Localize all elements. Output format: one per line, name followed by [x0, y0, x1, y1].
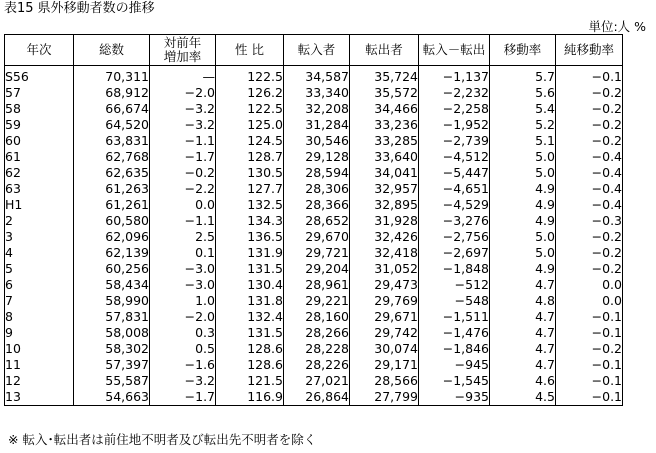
cell-net-migration-rate: −0.2 [556, 261, 623, 277]
cell-migration-rate: 5.2 [490, 117, 556, 133]
cell-growth-rate: −1.6 [150, 357, 216, 373]
cell-year: 61 [5, 149, 74, 165]
cell-in-migrants: 29,670 [284, 229, 350, 245]
cell-migration-rate: 5.6 [490, 85, 556, 101]
table-row [5, 245, 623, 261]
cell-migration-rate: 4.7 [490, 277, 556, 293]
cell-net-migration: −2,258 [419, 101, 490, 117]
cell-net-migration-rate: −0.2 [556, 117, 623, 133]
cell-out-migrants: 27,799 [350, 389, 419, 406]
cell-growth-rate: −1.1 [150, 133, 216, 149]
cell-total: 66,674 [74, 101, 150, 117]
cell-migration-rate: 5.4 [490, 101, 556, 117]
cell-total: 58,008 [74, 325, 150, 341]
table-body [5, 66, 623, 406]
cell-growth-rate: −3.2 [150, 101, 216, 117]
cell-sex-ratio: 136.5 [216, 229, 284, 245]
cell-out-migrants: 35,724 [350, 66, 419, 86]
cell-sex-ratio: 128.7 [216, 149, 284, 165]
cell-growth-rate: −2.0 [150, 85, 216, 101]
cell-growth-rate: −0.2 [150, 165, 216, 181]
cell-net-migration-rate: −0.3 [556, 213, 623, 229]
cell-net-migration: −5,447 [419, 165, 490, 181]
cell-net-migration: −1,846 [419, 341, 490, 357]
cell-sex-ratio: 128.6 [216, 341, 284, 357]
cell-migration-rate: 4.7 [490, 325, 556, 341]
cell-net-migration: −1,137 [419, 66, 490, 86]
cell-in-migrants: 29,128 [284, 149, 350, 165]
cell-in-migrants: 28,652 [284, 213, 350, 229]
cell-sex-ratio: 122.5 [216, 101, 284, 117]
cell-net-migration-rate: −0.1 [556, 66, 623, 86]
cell-in-migrants: 28,366 [284, 197, 350, 213]
cell-out-migrants: 32,895 [350, 197, 419, 213]
cell-net-migration: −1,476 [419, 325, 490, 341]
cell-total: 68,912 [74, 85, 150, 101]
cell-net-migration-rate: −0.2 [556, 229, 623, 245]
cell-out-migrants: 29,769 [350, 293, 419, 309]
cell-year: 9 [5, 325, 74, 341]
cell-sex-ratio: 131.9 [216, 245, 284, 261]
cell-net-migration: −3,276 [419, 213, 490, 229]
cell-net-migration: −1,848 [419, 261, 490, 277]
unit-label: 単位:人 % [588, 19, 646, 34]
cell-in-migrants: 33,340 [284, 85, 350, 101]
table-row [5, 101, 623, 117]
cell-net-migration-rate: −0.4 [556, 181, 623, 197]
cell-in-migrants: 28,594 [284, 165, 350, 181]
cell-year: 12 [5, 373, 74, 389]
header-total: 総数 [74, 35, 150, 66]
cell-total: 64,520 [74, 117, 150, 133]
cell-total: 70,311 [74, 66, 150, 86]
cell-year: 10 [5, 341, 74, 357]
cell-out-migrants: 31,052 [350, 261, 419, 277]
cell-out-migrants: 33,236 [350, 117, 419, 133]
cell-growth-rate: −3.0 [150, 261, 216, 277]
cell-out-migrants: 30,074 [350, 341, 419, 357]
cell-net-migration: −2,697 [419, 245, 490, 261]
cell-migration-rate: 4.9 [490, 261, 556, 277]
header-out-migrants: 転出者 [350, 35, 419, 66]
table-row [5, 117, 623, 133]
cell-year: 7 [5, 293, 74, 309]
cell-net-migration-rate: 0.0 [556, 277, 623, 293]
table-row [5, 165, 623, 181]
cell-sex-ratio: 127.7 [216, 181, 284, 197]
cell-in-migrants: 32,208 [284, 101, 350, 117]
cell-year: 6 [5, 277, 74, 293]
header-sex-ratio: 性 比 [216, 35, 284, 66]
cell-total: 62,768 [74, 149, 150, 165]
cell-net-migration-rate: −0.2 [556, 101, 623, 117]
cell-out-migrants: 33,285 [350, 133, 419, 149]
cell-year: 63 [5, 181, 74, 197]
cell-total: 57,397 [74, 357, 150, 373]
cell-net-migration-rate: −0.4 [556, 197, 623, 213]
cell-in-migrants: 29,721 [284, 245, 350, 261]
cell-out-migrants: 29,171 [350, 357, 419, 373]
cell-migration-rate: 4.9 [490, 213, 556, 229]
cell-sex-ratio: 131.8 [216, 293, 284, 309]
cell-out-migrants: 35,572 [350, 85, 419, 101]
cell-year: H1 [5, 197, 74, 213]
cell-growth-rate: 0.1 [150, 245, 216, 261]
cell-out-migrants: 28,566 [350, 373, 419, 389]
cell-growth-rate: −3.0 [150, 277, 216, 293]
cell-year: 11 [5, 357, 74, 373]
cell-net-migration-rate: 0.0 [556, 293, 623, 309]
table-row [5, 197, 623, 213]
cell-migration-rate: 4.7 [490, 357, 556, 373]
cell-growth-rate: −3.2 [150, 117, 216, 133]
cell-growth-rate: −1.7 [150, 389, 216, 406]
cell-out-migrants: 29,742 [350, 325, 419, 341]
cell-growth-rate: 1.0 [150, 293, 216, 309]
cell-net-migration: −548 [419, 293, 490, 309]
cell-total: 58,302 [74, 341, 150, 357]
cell-sex-ratio: 130.5 [216, 165, 284, 181]
table-row [5, 181, 623, 197]
header-year: 年次 [5, 35, 74, 66]
cell-sex-ratio: 121.5 [216, 373, 284, 389]
cell-net-migration: −2,232 [419, 85, 490, 101]
cell-out-migrants: 32,418 [350, 245, 419, 261]
cell-sex-ratio: 131.5 [216, 261, 284, 277]
cell-migration-rate: 5.0 [490, 165, 556, 181]
cell-total: 60,580 [74, 213, 150, 229]
cell-in-migrants: 29,204 [284, 261, 350, 277]
table-row [5, 293, 623, 309]
table-row [5, 133, 623, 149]
cell-total: 62,139 [74, 245, 150, 261]
cell-year: 57 [5, 85, 74, 101]
cell-growth-rate: −1.1 [150, 213, 216, 229]
cell-year: S56 [5, 66, 74, 86]
table-row [5, 149, 623, 165]
cell-in-migrants: 28,961 [284, 277, 350, 293]
cell-migration-rate: 4.9 [490, 197, 556, 213]
cell-total: 58,990 [74, 293, 150, 309]
cell-year: 62 [5, 165, 74, 181]
cell-out-migrants: 29,671 [350, 309, 419, 325]
cell-year: 5 [5, 261, 74, 277]
cell-in-migrants: 29,221 [284, 293, 350, 309]
table-row [5, 261, 623, 277]
cell-net-migration: −1,952 [419, 117, 490, 133]
cell-net-migration: −1,511 [419, 309, 490, 325]
cell-net-migration-rate: −0.2 [556, 85, 623, 101]
cell-migration-rate: 4.5 [490, 389, 556, 406]
table-title: 表15 県外移動者数の推移 [4, 1, 155, 16]
cell-out-migrants: 32,426 [350, 229, 419, 245]
cell-net-migration-rate: −0.2 [556, 133, 623, 149]
cell-year: 4 [5, 245, 74, 261]
table-row [5, 341, 623, 357]
cell-growth-rate: −1.7 [150, 149, 216, 165]
header-row [5, 35, 623, 66]
cell-out-migrants: 34,466 [350, 101, 419, 117]
cell-sex-ratio: 128.6 [216, 357, 284, 373]
table-row [5, 309, 623, 325]
footnote: ※ 転入･転出者は前住地不明者及び転出先不明者を除く [8, 432, 317, 447]
cell-in-migrants: 34,587 [284, 66, 350, 86]
cell-net-migration-rate: −0.4 [556, 165, 623, 181]
cell-total: 54,663 [74, 389, 150, 406]
cell-net-migration: −2,756 [419, 229, 490, 245]
cell-sex-ratio: 126.2 [216, 85, 284, 101]
table-row [5, 389, 623, 406]
cell-out-migrants: 31,928 [350, 213, 419, 229]
cell-year: 58 [5, 101, 74, 117]
cell-net-migration-rate: −0.1 [556, 389, 623, 406]
cell-total: 63,831 [74, 133, 150, 149]
cell-in-migrants: 28,306 [284, 181, 350, 197]
cell-year: 8 [5, 309, 74, 325]
cell-net-migration: −4,512 [419, 149, 490, 165]
cell-in-migrants: 28,266 [284, 325, 350, 341]
cell-migration-rate: 4.7 [490, 341, 556, 357]
cell-net-migration: −935 [419, 389, 490, 406]
table-row [5, 66, 623, 86]
cell-migration-rate: 5.1 [490, 133, 556, 149]
header-growth-rate-line1: 対前年 [163, 35, 202, 50]
header-migration-rate: 移動率 [490, 35, 556, 66]
table-row [5, 357, 623, 373]
cell-net-migration: −4,651 [419, 181, 490, 197]
cell-net-migration-rate: −0.1 [556, 357, 623, 373]
cell-total: 62,096 [74, 229, 150, 245]
cell-total: 55,587 [74, 373, 150, 389]
cell-in-migrants: 30,546 [284, 133, 350, 149]
cell-net-migration: −1,545 [419, 373, 490, 389]
cell-sex-ratio: 124.5 [216, 133, 284, 149]
cell-growth-rate: 2.5 [150, 229, 216, 245]
cell-migration-rate: 5.7 [490, 66, 556, 86]
cell-year: 13 [5, 389, 74, 406]
cell-growth-rate: −2.2 [150, 181, 216, 197]
cell-net-migration-rate: −0.4 [556, 149, 623, 165]
cell-growth-rate: 0.0 [150, 197, 216, 213]
cell-net-migration-rate: −0.1 [556, 373, 623, 389]
cell-growth-rate: −2.0 [150, 309, 216, 325]
cell-total: 60,256 [74, 261, 150, 277]
cell-net-migration-rate: −0.2 [556, 245, 623, 261]
cell-sex-ratio: 131.5 [216, 325, 284, 341]
cell-net-migration: −945 [419, 357, 490, 373]
cell-year: 3 [5, 229, 74, 245]
migration-table [4, 34, 623, 406]
cell-total: 61,263 [74, 181, 150, 197]
cell-total: 58,434 [74, 277, 150, 293]
cell-total: 62,635 [74, 165, 150, 181]
cell-net-migration: −4,529 [419, 197, 490, 213]
header-net-migration-rate: 純移動率 [556, 35, 623, 66]
cell-migration-rate: 4.9 [490, 181, 556, 197]
cell-net-migration: −512 [419, 277, 490, 293]
table-row [5, 373, 623, 389]
cell-growth-rate: 0.5 [150, 341, 216, 357]
cell-sex-ratio: 134.3 [216, 213, 284, 229]
cell-out-migrants: 34,041 [350, 165, 419, 181]
header-in-migrants: 転入者 [284, 35, 350, 66]
cell-in-migrants: 27,021 [284, 373, 350, 389]
table-row [5, 213, 623, 229]
cell-growth-rate: −3.2 [150, 373, 216, 389]
table-row [5, 85, 623, 101]
table-row [5, 277, 623, 293]
cell-year: 2 [5, 213, 74, 229]
table-row [5, 325, 623, 341]
table-row [5, 229, 623, 245]
cell-sex-ratio: 130.4 [216, 277, 284, 293]
cell-sex-ratio: 132.4 [216, 309, 284, 325]
cell-sex-ratio: 116.9 [216, 389, 284, 406]
cell-growth-rate: 0.3 [150, 325, 216, 341]
cell-migration-rate: 5.0 [490, 245, 556, 261]
cell-net-migration: −2,739 [419, 133, 490, 149]
cell-migration-rate: 4.8 [490, 293, 556, 309]
cell-sex-ratio: 132.5 [216, 197, 284, 213]
cell-migration-rate: 5.0 [490, 149, 556, 165]
cell-growth-rate: — [150, 66, 216, 86]
cell-migration-rate: 4.6 [490, 373, 556, 389]
cell-out-migrants: 33,640 [350, 149, 419, 165]
cell-sex-ratio: 122.5 [216, 66, 284, 86]
cell-out-migrants: 29,473 [350, 277, 419, 293]
cell-net-migration-rate: −0.2 [556, 341, 623, 357]
cell-year: 60 [5, 133, 74, 149]
cell-in-migrants: 28,228 [284, 341, 350, 357]
cell-in-migrants: 31,284 [284, 117, 350, 133]
cell-migration-rate: 5.0 [490, 229, 556, 245]
cell-year: 59 [5, 117, 74, 133]
cell-total: 61,261 [74, 197, 150, 213]
cell-net-migration-rate: −0.1 [556, 325, 623, 341]
header-growth-rate-line2: 増加率 [163, 49, 202, 64]
cell-total: 57,831 [74, 309, 150, 325]
cell-in-migrants: 26,864 [284, 389, 350, 406]
cell-net-migration-rate: −0.1 [556, 309, 623, 325]
header-growth-rate [150, 35, 216, 66]
cell-out-migrants: 32,957 [350, 181, 419, 197]
cell-in-migrants: 28,160 [284, 309, 350, 325]
cell-in-migrants: 28,226 [284, 357, 350, 373]
header-net-migration: 転入－転出 [419, 35, 490, 66]
cell-migration-rate: 4.7 [490, 309, 556, 325]
cell-sex-ratio: 125.0 [216, 117, 284, 133]
